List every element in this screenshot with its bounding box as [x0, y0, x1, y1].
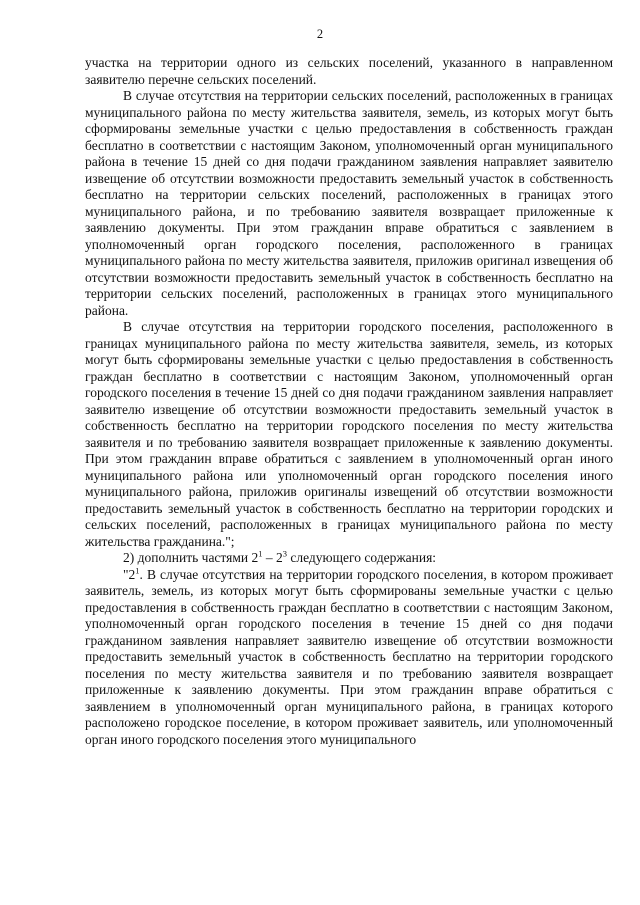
amendment-text-end: следующего содержания: — [287, 550, 437, 565]
part-text: . В случае отсутствия на территории городского поселения, в котором проживает заявитель, земель, из которых могут быть сформированы земельные участки с целью предоставления в собственность граждан бесплатно в соответствии с настоящим Законом, уполномоченный орган городского поселения в течение 15 дней со дня подачи гражданином заявления направляет заявителю извещение об отсутствии возможности предоставить земельный участок в собственность бесплатно на территории городского поселения по месту жительства заявителя и по требованию заявителя возвращает приложенные к заявлению документы. При этом гражданин вправе обратиться с заявлением в уполномоченный орган муниципального района, в границах которого расположено городское поселение, в котором проживает заявитель, или уполномоченный орган иного городского поселения этого муниципального — [85, 566, 613, 747]
superscript: 1 — [135, 565, 140, 575]
paragraph-rural-settlements: В случае отсутствия на территории сельских поселений, расположенных в границах муниципального района по месту жительства заявителя, земель, из которых могут быть сформированы земельные участки с целью предоставления в собственность граждан бесплатно в соответствии с настоящим Законом, уполномоченный орган муниципального района в течение 15 дней со дня подачи гражданином заявления направляет заявителю извещение об отсутствии возможности предоставить земельный участок в собственность бесплатно на территории сельских поселений, расположенных в границах этого муниципального района, и по требованию заявителя возвращает приложенные к заявлению документы. При этом гражданин вправе обратиться с заявлением в уполномоченный орган городского поселения, расположенного в границах муниципального района по месту жительства заявителя, приложив оригинал извещения об отсутствии возможности предоставить земельный участок в собственность бесплатно на территории сельских поселений, расположенных в границах этого муниципального района. — [85, 88, 613, 318]
amendment-text-start: 2) дополнить частями 2 — [123, 550, 259, 565]
part-number: "2 — [123, 566, 136, 582]
paragraph-part-2-1 — [85, 567, 613, 749]
paragraph-continuation: участка на территории одного из сельских поселений, указанного в направленном заявителю перечне сельских поселений. — [85, 55, 613, 87]
superscript: 3 — [282, 548, 288, 559]
amendment-text-middle: – 2 — [262, 550, 283, 565]
paragraph-urban-settlement: В случае отсутствия на территории городского поселения, расположенного в границах муниципального района по месту жительства заявителя, земель, из которых могут быть сформированы земельные участки с целью предоставления в собственность граждан бесплатно в соответствии с настоящим Законом, уполномоченный орган городского поселения в течение 15 дней со дня подачи гражданином заявления направляет заявителю извещение об отсутствии возможности предоставить земельный участок в собственность бесплатно на территории городского поселения по месту жительства заявителя и по требованию заявителя возвращает приложенные к заявлению документы. При этом гражданин вправе обратиться с заявлением в уполномоченный орган иного муниципального района или уполномоченный орган городского поселения иного муниципального района, приложив оригиналы извещений об отсутствии возможности предоставить земельный участок в собственность бесплатно на территории городских и сельских поселений, расположенных в границах муниципального района по месту жительства гражданина."; — [85, 319, 613, 549]
paragraph-amendment-item — [85, 550, 613, 567]
page-number: 2 — [316, 27, 324, 41]
document-body — [85, 55, 613, 748]
superscript: 1 — [258, 548, 263, 559]
